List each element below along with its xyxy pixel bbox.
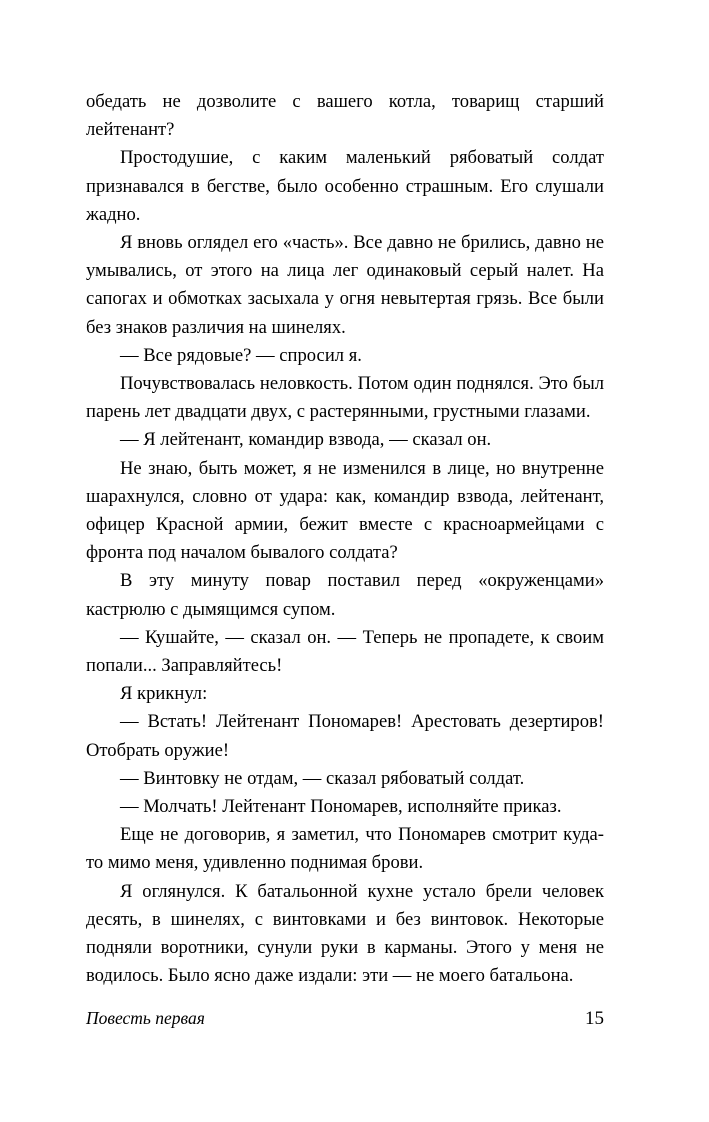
paragraph: Я крикнул: <box>120 683 208 705</box>
paragraph: — Молчать! Лейтенант Пономарев, исполняйте приказ. <box>120 796 562 818</box>
paragraph: Еще не договорив, я заметил, что Пономарев смотрит куда-то мимо меня, удивленно поднимая брови. <box>86 824 604 874</box>
paragraph: Не знаю, быть может, я не изменился в лице, но внутренне шарахнулся, словно от удара: как, командир взвода, лейтенант, офицер Красной армии, бежит вместе с красноармейцами с фронта под началом бывалого солдата? <box>86 457 604 564</box>
paragraph: обедать не дозволите с вашего котла, товарищ старший лейтенант? <box>86 91 604 141</box>
paragraph: В эту минуту повар поставил перед «окруженцами» кастрюлю с дымящимся супом. <box>86 570 604 620</box>
paragraph: — Встать! Лейтенант Пономарев! Арестовать дезертиров! Отобрать оружие! <box>86 711 604 761</box>
paragraph: — Я лейтенант, командир взвода, — сказал он. <box>120 429 492 451</box>
paragraph: Почувствовалась неловкость. Потом один поднялся. Это был парень лет двадцати двух, с растерянными, грустными глазами. <box>86 373 604 423</box>
running-title: Повесть первая <box>86 1008 205 1028</box>
page-number: 15 <box>585 1008 604 1029</box>
paragraph: — Кушайте, — сказал он. — Теперь не пропадете, к своим попали... Заправляйтесь! <box>86 626 604 677</box>
page-footer <box>86 1008 604 1030</box>
paragraph: — Винтовку не отдам, — сказал рябоватый солдат. <box>120 767 525 789</box>
body-text <box>86 88 604 991</box>
paragraph: — Все рядовые? — спросил я. <box>120 344 362 366</box>
paragraph: Я вновь оглядел его «часть». Все давно не брились, давно не умывались, от этого на лица лег одинаковый серый налет. На сапогах и обмотках засыхала у огня невытертая грязь. Все были без знаков различия на шинелях. <box>86 232 604 338</box>
paragraph: Я оглянулся. К батальонной кухне устало брели человек десять, в шинелях, с винтовками и без винтовок. Некоторые подняли воротники, сунули руки в карманы. Этого у меня не водилось. Было ясно даже издали: эти — не моего батальона. <box>86 880 604 987</box>
paragraph: Простодушие, с каким маленький рябоватый солдат признавался в бегстве, было особенно страшным. Его слушали жадно. <box>86 147 604 225</box>
